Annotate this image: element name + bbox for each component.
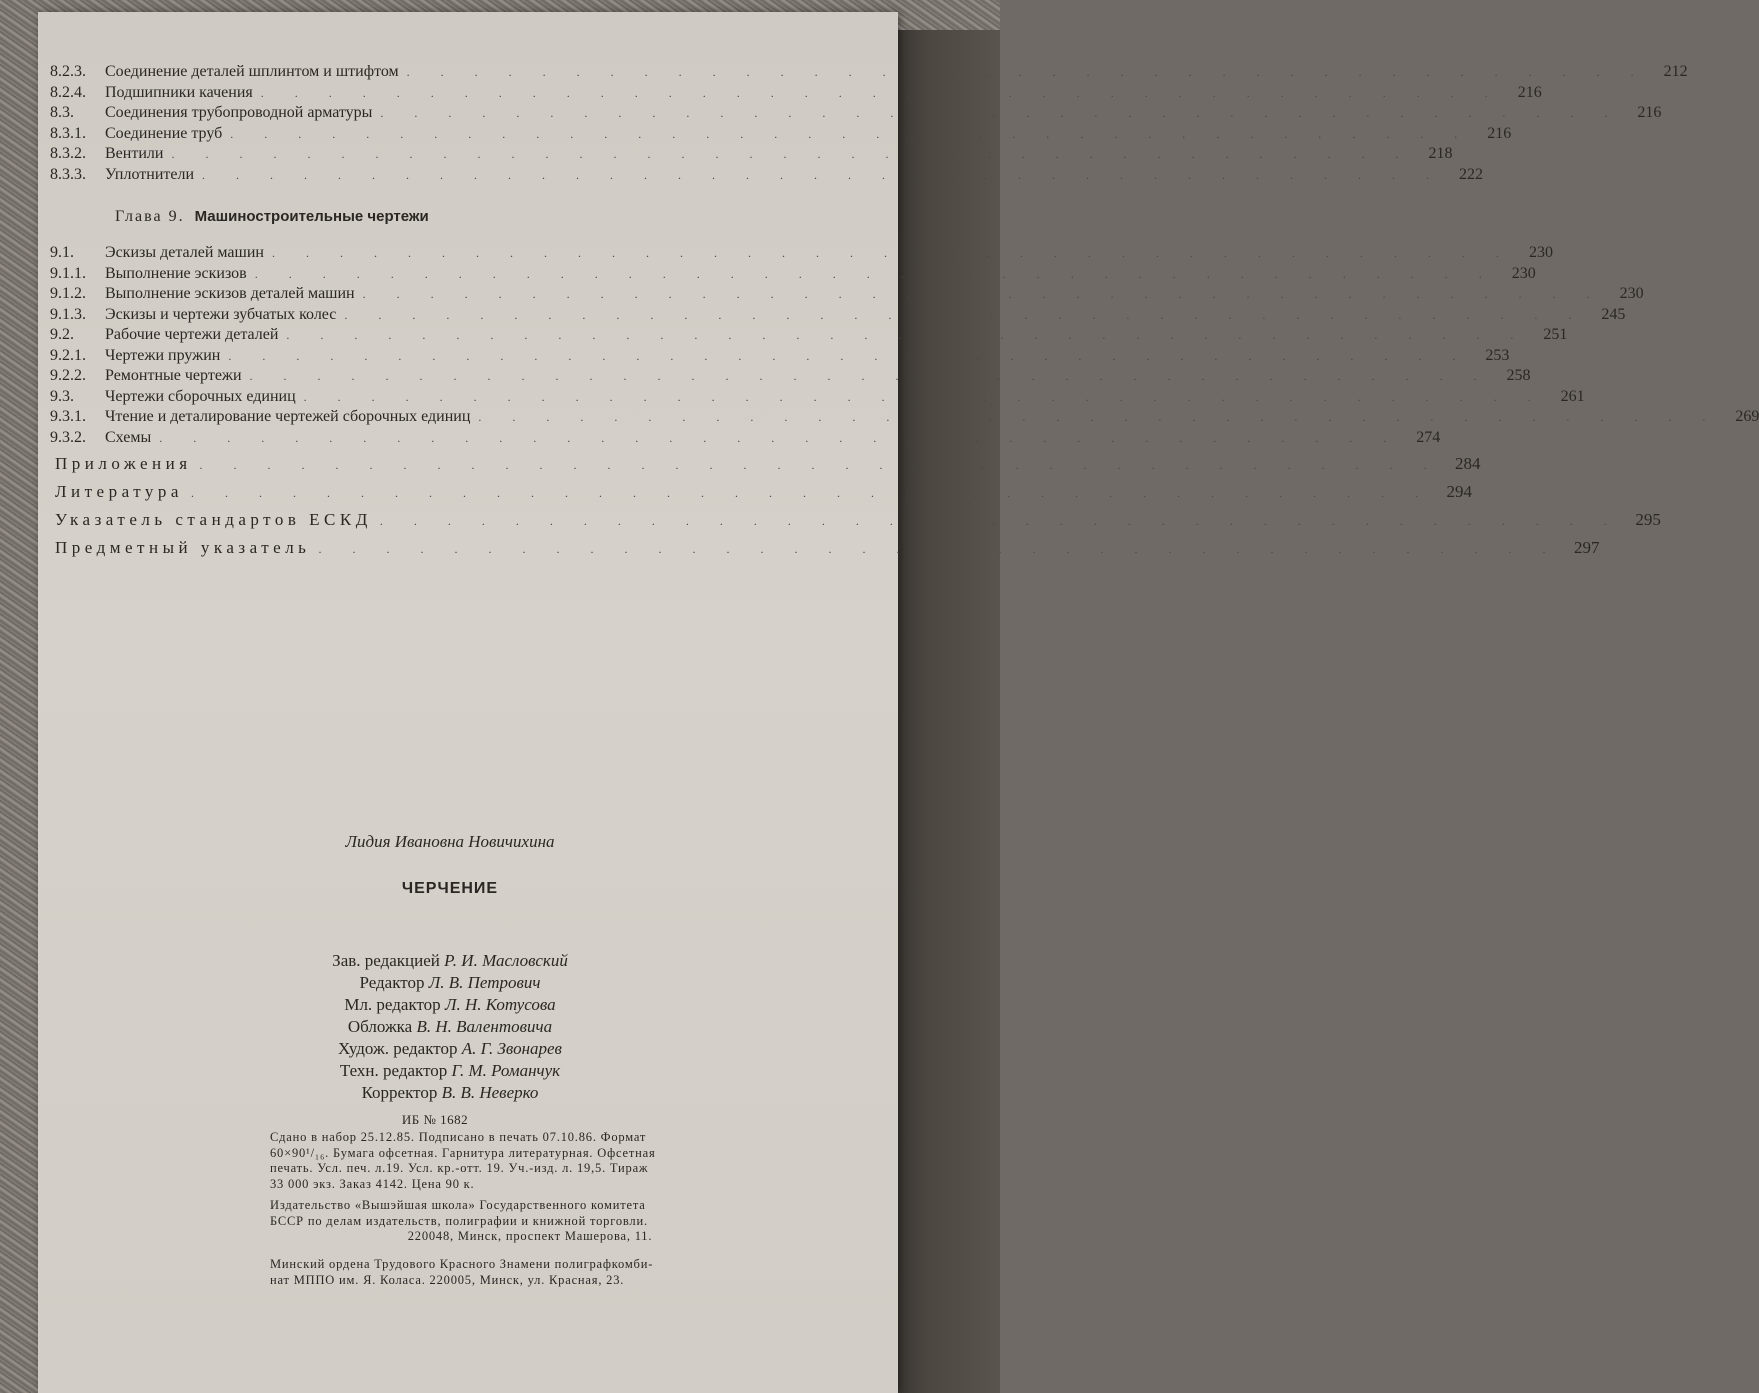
toc-entry-title: Эскизы и чертежи зубчатых колес <box>105 305 337 323</box>
toc-entry-page: 269 <box>1735 408 1759 425</box>
staff-role: Мл. редактор <box>344 995 441 1014</box>
toc-leader-dots: . . . . . . . . . . . . . . . . . . . . . . . . . . . . . . . . . . . . . <box>190 486 1432 500</box>
toc-leader-dots: . . . . . . . . . . . . . . . . . . . . . . . . . . . . . . . . . . . . . <box>202 167 1444 182</box>
staff-person: А. Г. Звонарев <box>461 1039 562 1058</box>
toc-entry-number: 9.1.2. <box>50 285 86 302</box>
imprint-line: Сдано в набор 25.12.85. Подписано в печать 07.10.86. Формат <box>270 1130 647 1144</box>
staff-role: Корректор <box>361 1083 438 1102</box>
toc-leader-dots: . . . . . . . . . . . . . . . . . . . . . . . . . . . . . . . . . . . . . <box>230 126 1472 141</box>
toc-entry-number: 9.1. <box>50 244 74 261</box>
toc-leader-dots: . . . . . . . . . . . . . . . . . . . . . . . . . . . . . . . . . . . . . <box>478 410 1720 424</box>
toc-entry-number: 8.3. <box>50 104 74 121</box>
imprint-line: печать. Усл. печ. л.19. Усл. кр.-отт. 19. Уч.-изд. л. 19,5. Тираж <box>270 1161 649 1175</box>
toc-entry <box>50 325 1568 346</box>
toc-entry <box>50 103 1662 124</box>
toc-leader-dots: . . . . . . . . . . . . . . . . . . . . . . . . . . . . . . . . . . . . . <box>406 65 1648 79</box>
toc-entry-page: 216 <box>1517 83 1542 101</box>
toc-leader-dots: . . . . . . . . . . . . . . . . . . . . . . . . . . . . . . . . . . . . . <box>318 542 1560 556</box>
staff-person: В. Н. Валентовича <box>416 1017 553 1036</box>
toc-entry-page: 258 <box>1506 367 1531 384</box>
author-name: Лидия Ивановна Новичихина <box>345 832 555 851</box>
imprint-line: БССР по делам издательств, полиграфии и книжной торговли. <box>270 1213 648 1228</box>
staff-entry <box>220 950 680 972</box>
toc-entry-page: 222 <box>1459 165 1484 183</box>
toc-entry-page: 245 <box>1601 305 1626 323</box>
toc-entry-number: 9.2.2. <box>50 367 86 384</box>
back-matter-entry <box>50 454 1481 482</box>
toc-entry-page: 216 <box>1487 124 1512 142</box>
toc-entry <box>50 284 1644 305</box>
toc-entry-page: 216 <box>1637 104 1662 121</box>
toc-entry <box>50 407 1759 428</box>
staff-entry <box>220 1016 680 1038</box>
toc-entry-number: 9.3.2. <box>50 428 86 446</box>
toc-leader-dots: . . . . . . . . . . . . . . . . . . . . . . . . . . . . . . . . . . . . . <box>380 106 1622 120</box>
toc-entry-page: 261 <box>1560 387 1585 405</box>
imprint-line: Минский ордена Трудового Красного Знамени полиграфкомби- <box>270 1257 654 1271</box>
toc-entry-number: 8.3.1. <box>50 124 86 142</box>
staff-person: В. В. Неверко <box>441 1083 539 1102</box>
staff-person: Г. М. Романчук <box>451 1061 561 1080</box>
book-title: ЧЕРЧЕНИЕ <box>401 880 499 897</box>
publisher-info <box>270 1198 790 1245</box>
staff-person: Л. Н. Котусова <box>444 995 556 1014</box>
toc-entry <box>50 387 1585 408</box>
imprint-line: Издательство «Вышэйшая школа» Государственного комитета <box>270 1198 646 1212</box>
toc-leader-dots: . . . . . . . . . . . . . . . . . . . . . . . . . . . . . . . . . . . . . <box>254 266 1496 281</box>
back-matter-page: 295 <box>1635 510 1661 529</box>
toc-entry-title: Чертежи пружин <box>105 346 221 364</box>
back-matter-title: Приложения <box>55 454 192 473</box>
back-matter-page: 294 <box>1446 482 1472 501</box>
toc-entry-page: 230 <box>1528 244 1553 261</box>
toc-leader-dots: . . . . . . . . . . . . . . . . . . . . . . . . . . . . . . . . . . . . . <box>271 246 1513 260</box>
staff-role: Худож. редактор <box>338 1039 458 1058</box>
toc-entry <box>50 62 1688 83</box>
toc-entry-title: Уплотнители <box>105 165 195 183</box>
toc-entry-page: 230 <box>1511 264 1536 282</box>
chapter-number: Глава 9. <box>115 208 185 225</box>
printer-info <box>270 1257 790 1288</box>
toc-leader-dots: . . . . . . . . . . . . . . . . . . . . . . . . . . . . . . . . . . . . . <box>379 514 1621 528</box>
staff-entry <box>220 972 680 994</box>
staff-person: Р. И. Масловский <box>444 951 568 970</box>
toc-entry-title: Схемы <box>105 428 152 446</box>
toc-entry-number: 9.3.1. <box>50 408 86 425</box>
staff-entry <box>220 994 680 1016</box>
toc-entry-number: 9.1.3. <box>50 305 86 323</box>
toc-entry-number: 9.1.1. <box>50 264 86 282</box>
toc-leader-dots: . . . . . . . . . . . . . . . . . . . . . . . . . . . . . . . . . . . . . <box>249 369 1491 383</box>
toc-entry-title: Соединение труб <box>105 124 223 142</box>
staff-role: Техн. редактор <box>339 1061 448 1080</box>
toc-entry <box>50 366 1531 387</box>
toc-entry <box>50 124 1512 145</box>
toc-entry-number: 8.3.3. <box>50 165 86 183</box>
imprint-line: нат МППО им. Я. Коласа. 220005, Минск, ул. Красная, 23. <box>270 1272 625 1287</box>
chapter-title: Машиностроительные чертежи <box>194 208 429 225</box>
toc-entry-title: Вентили <box>105 145 164 162</box>
toc-leader-dots: . . . . . . . . . . . . . . . . . . . . . . . . . . . . . . . . . . . . . <box>228 348 1470 363</box>
toc-entry <box>50 346 1510 367</box>
toc-leader-dots: . . . . . . . . . . . . . . . . . . . . . . . . . . . . . . . . . . . . . <box>260 85 1502 100</box>
toc-entry-title: Соединения трубопроводной арматуры <box>105 104 373 121</box>
facing-page-edge <box>898 30 1000 1393</box>
toc-section-9 <box>50 243 1759 448</box>
toc-leader-dots: . . . . . . . . . . . . . . . . . . . . . . . . . . . . . . . . . . . . . <box>171 147 1413 161</box>
toc-entry <box>50 144 1453 165</box>
toc-entry-page: 274 <box>1416 428 1441 446</box>
toc-entry <box>50 428 1441 449</box>
toc-entry-title: Чертежи сборочных единиц <box>105 387 296 405</box>
back-matter-page: 284 <box>1455 454 1481 473</box>
toc-entry-page: 212 <box>1663 63 1688 80</box>
imprint-line: 220048, Минск, проспект Машерова, 11. <box>407 1229 653 1243</box>
toc-leader-dots: . . . . . . . . . . . . . . . . . . . . . . . . . . . . . . . . . . . . . <box>344 307 1586 322</box>
toc-leader-dots: . . . . . . . . . . . . . . . . . . . . . . . . . . . . . . . . . . . . . <box>362 287 1604 301</box>
staff-entry <box>220 1060 680 1082</box>
toc-entry <box>50 165 1484 186</box>
back-matter-page: 297 <box>1573 538 1600 557</box>
imprint-line: 60×90¹/₁₆. Бумага офсетная. Гарнитура литературная. Офсетная <box>270 1145 656 1160</box>
toc-back-matter <box>50 454 1661 566</box>
print-info <box>270 1130 790 1192</box>
toc-entry-title: Чтение и деталирование чертежей сборочных единиц <box>105 408 471 425</box>
toc-entry <box>50 83 1542 104</box>
table-of-contents <box>50 62 1759 566</box>
staff-role: Зав. редакцией <box>332 951 440 970</box>
toc-entry <box>50 243 1553 264</box>
back-matter-entry <box>50 482 1472 510</box>
toc-entry-number: 8.3.2. <box>50 145 86 162</box>
toc-entry-title: Ремонтные чертежи <box>105 367 242 384</box>
toc-entry-number: 9.2.1. <box>50 346 86 364</box>
toc-entry-title: Выполнение эскизов <box>105 264 247 282</box>
toc-entry <box>50 264 1536 285</box>
toc-leader-dots: . . . . . . . . . . . . . . . . . . . . . . . . . . . . . . . . . . . . . <box>199 458 1441 472</box>
toc-entry-title: Соединение деталей шплинтом и штифтом <box>105 63 399 80</box>
back-matter-title: Литература <box>55 482 183 501</box>
toc-leader-dots: . . . . . . . . . . . . . . . . . . . . . . . . . . . . . . . . . . . . . <box>159 430 1401 445</box>
toc-entry-title: Эскизы деталей машин <box>105 244 264 261</box>
back-matter-title: Предметный указатель <box>55 538 311 557</box>
toc-entry-page: 230 <box>1619 285 1644 302</box>
toc-leader-dots: . . . . . . . . . . . . . . . . . . . . . . . . . . . . . . . . . . . . . <box>303 389 1545 404</box>
chapter-heading <box>50 207 840 227</box>
toc-entry-page: 251 <box>1543 326 1568 343</box>
staff-person: Л. В. Петрович <box>428 973 541 992</box>
ib-number: ИБ № 1682 <box>401 1112 469 1127</box>
toc-entry-number: 8.2.4. <box>50 83 86 101</box>
toc-entry-page: 253 <box>1485 346 1510 364</box>
back-matter-title: Указатель стандартов ЕСКД <box>55 510 372 529</box>
back-matter-entry <box>50 538 1600 566</box>
toc-entry-number: 8.2.3. <box>50 63 86 80</box>
toc-section-8 <box>50 62 1688 185</box>
staff-role: Редактор <box>359 973 425 992</box>
imprint-line: 33 000 экз. Заказ 4142. Цена 90 к. <box>270 1176 475 1191</box>
toc-entry <box>50 305 1626 326</box>
toc-entry-number: 9.2. <box>50 326 74 343</box>
toc-leader-dots: . . . . . . . . . . . . . . . . . . . . . . . . . . . . . . . . . . . . . <box>286 328 1528 342</box>
staff-role: Обложка <box>347 1017 413 1036</box>
editorial-staff <box>220 950 680 1104</box>
toc-entry-title: Подшипники качения <box>105 83 253 101</box>
toc-entry-page: 218 <box>1428 145 1453 162</box>
toc-entry-title: Рабочие чертежи деталей <box>105 326 279 343</box>
toc-entry-number: 9.3. <box>50 387 74 405</box>
toc-entry-title: Выполнение эскизов деталей машин <box>105 285 355 302</box>
staff-entry <box>220 1082 680 1104</box>
staff-entry <box>220 1038 680 1060</box>
back-matter-entry <box>50 510 1661 538</box>
